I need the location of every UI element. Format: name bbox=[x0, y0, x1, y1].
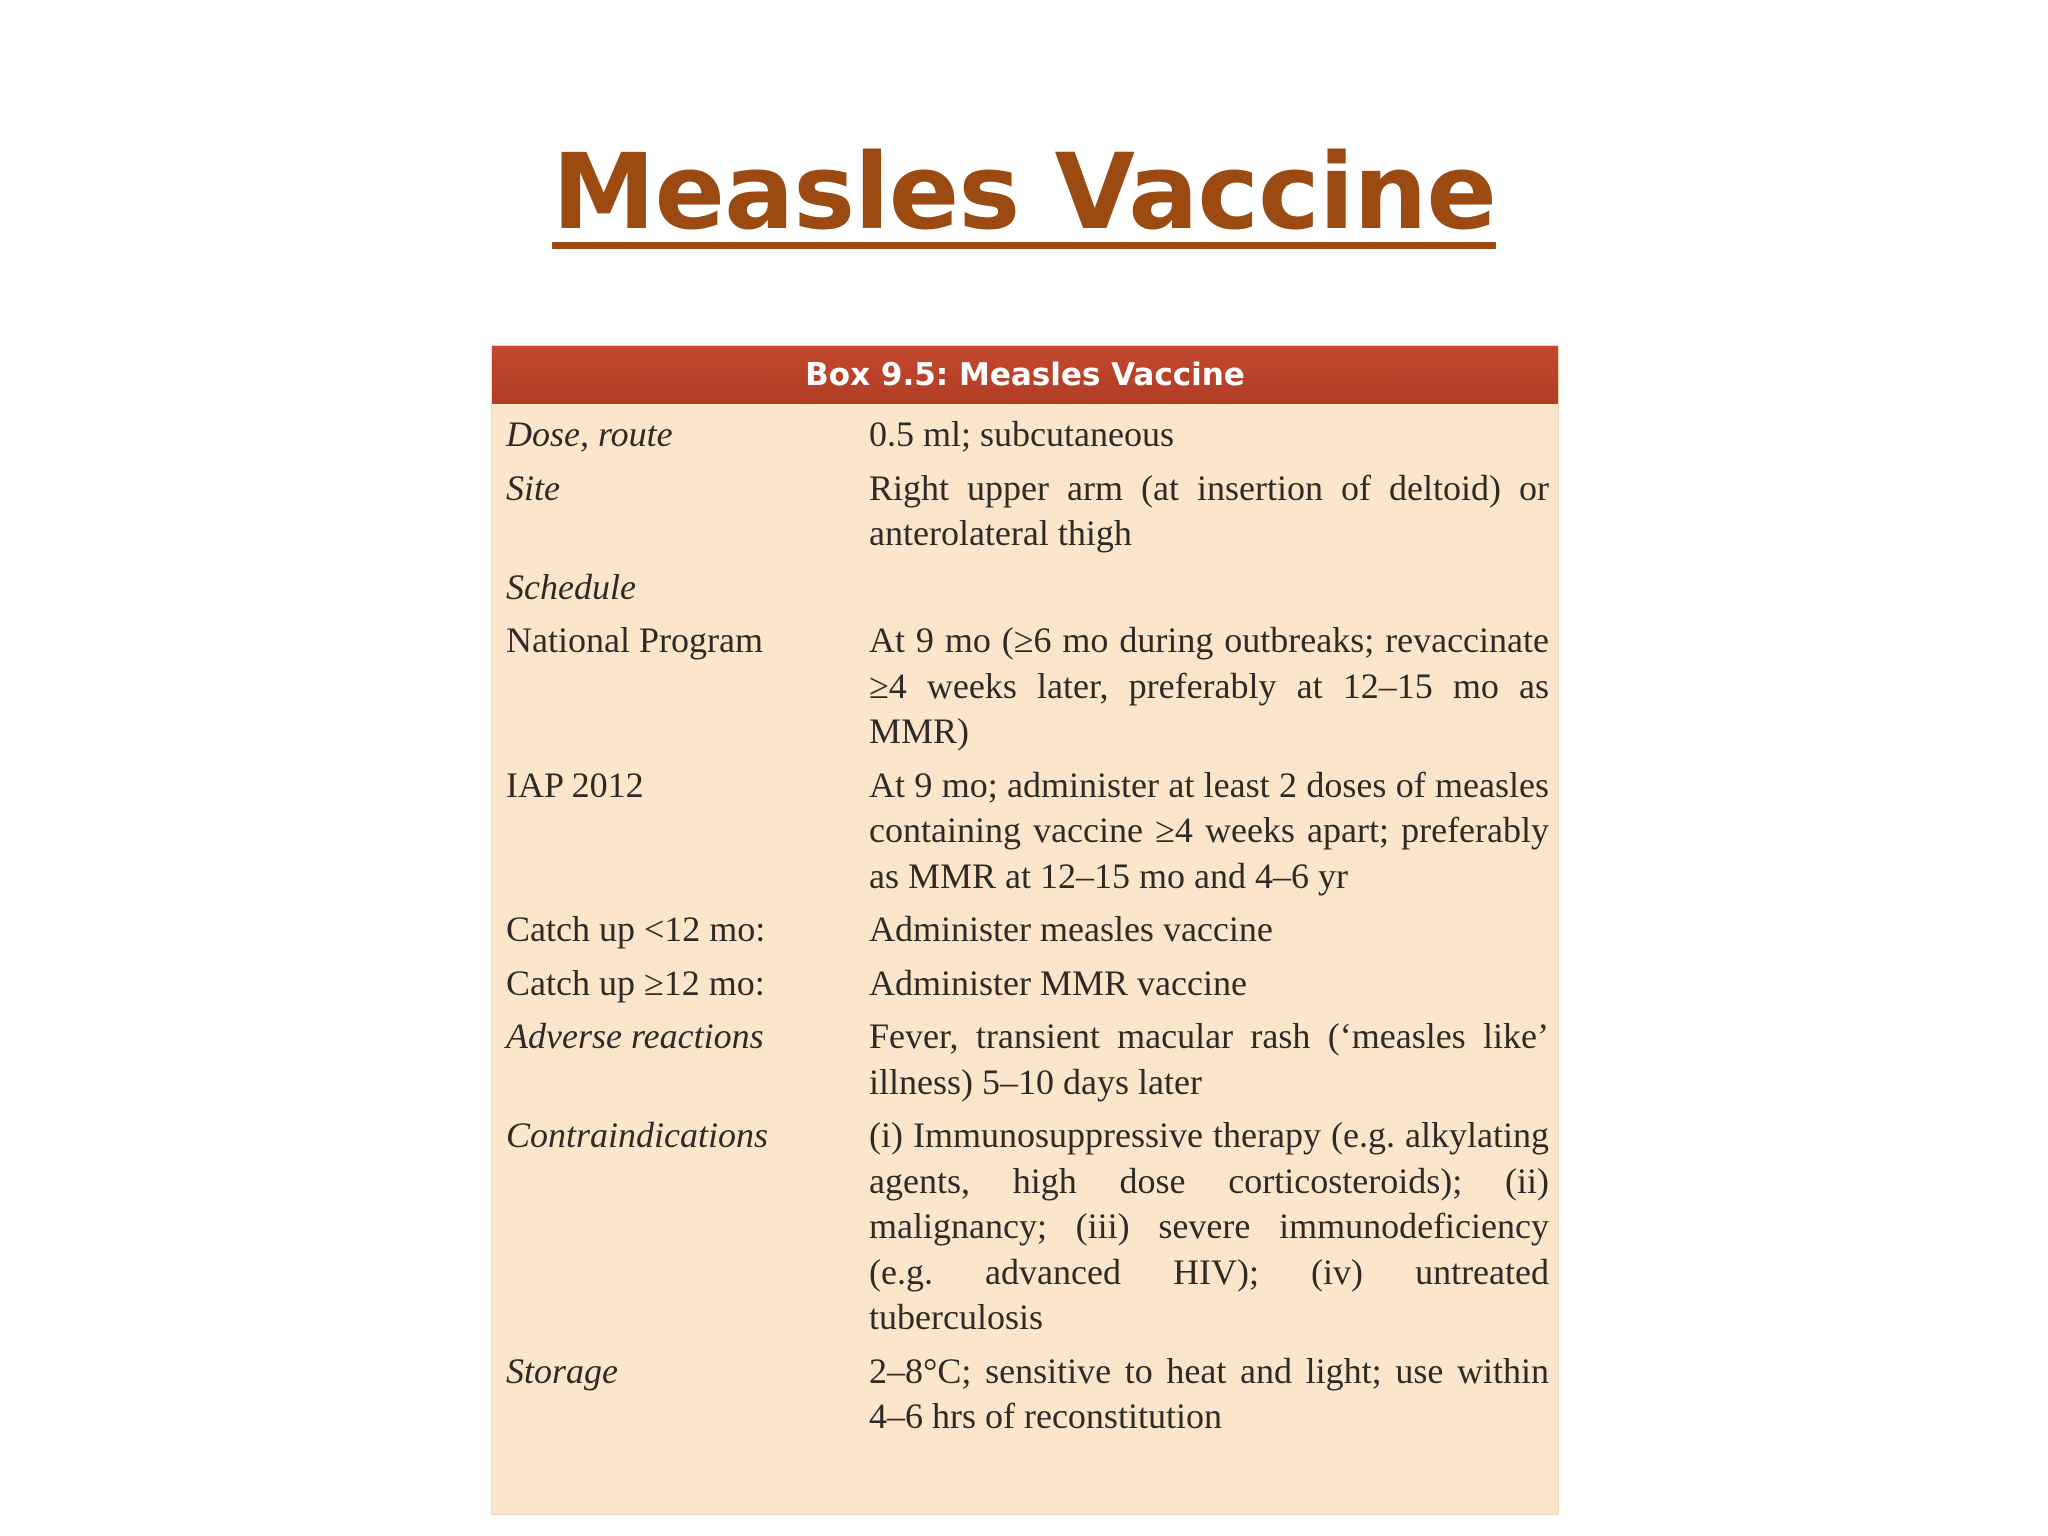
label-storage: Storage bbox=[506, 1350, 618, 1391]
row-contraindications bbox=[506, 1113, 1548, 1341]
label-site: Site bbox=[506, 467, 560, 508]
row-schedule bbox=[506, 565, 1548, 611]
row-site bbox=[506, 466, 1548, 557]
label-contraindications: Contraindications bbox=[506, 1115, 769, 1155]
value-storage: 2–8°C; sensitive to heat and light; use within 4–6 hrs of reconstitution bbox=[869, 1350, 1549, 1436]
label-dose-route: Dose, route bbox=[506, 414, 673, 454]
box-header: Box 9.5: Measles Vaccine bbox=[492, 346, 1558, 404]
value-contraindications: (i) Immunosuppressive therapy (e.g. alkylating agents, high dose corticosteroids); (ii) malignancy; (iii) severe immunodeficiency (e.g. advanced HIV); (iv) untreated tuberculosis bbox=[869, 1115, 1549, 1337]
row-iap-2012 bbox=[506, 763, 1548, 900]
value-national-program: At 9 mo (≥6 mo during outbreaks; revaccinate ≥4 weeks later, preferably at 12–15 mo as MMR) bbox=[869, 620, 1549, 751]
row-national-program bbox=[506, 618, 1548, 755]
value-site: Right upper arm (at insertion of deltoid) or anterolateral thigh bbox=[869, 467, 1549, 553]
measles-vaccine-box bbox=[492, 346, 1558, 1514]
row-storage bbox=[506, 1349, 1548, 1440]
label-catch-up-under-12: Catch up <12 mo: bbox=[506, 909, 766, 949]
value-adverse-reactions: Fever, transient macular rash (‘measles like’ illness) 5–10 days later bbox=[869, 1016, 1549, 1102]
label-schedule: Schedule bbox=[506, 566, 636, 607]
slide-title-text: Measles Vaccine bbox=[552, 131, 1496, 253]
row-catch-up-over-12 bbox=[506, 961, 1548, 1007]
value-iap-2012: At 9 mo; administer at least 2 doses of measles containing vaccine ≥4 weeks apart; preferably as MMR at 12–15 mo and 4–6 yr bbox=[869, 764, 1549, 896]
box-rows bbox=[492, 404, 1558, 1440]
row-dose-route bbox=[506, 412, 1548, 458]
label-catch-up-over-12: Catch up ≥12 mo: bbox=[506, 962, 765, 1003]
value-dose-route: 0.5 ml; subcutaneous bbox=[869, 414, 1174, 454]
label-adverse-reactions: Adverse reactions bbox=[506, 1016, 764, 1056]
value-catch-up-over-12: Administer MMR vaccine bbox=[869, 962, 1247, 1003]
label-national-program: National Program bbox=[506, 620, 763, 660]
slide-title bbox=[0, 132, 2048, 252]
row-adverse-reactions bbox=[506, 1014, 1548, 1105]
label-iap-2012: IAP 2012 bbox=[506, 764, 644, 805]
row-catch-up-under-12 bbox=[506, 907, 1548, 953]
value-catch-up-under-12: Administer measles vaccine bbox=[869, 909, 1273, 949]
